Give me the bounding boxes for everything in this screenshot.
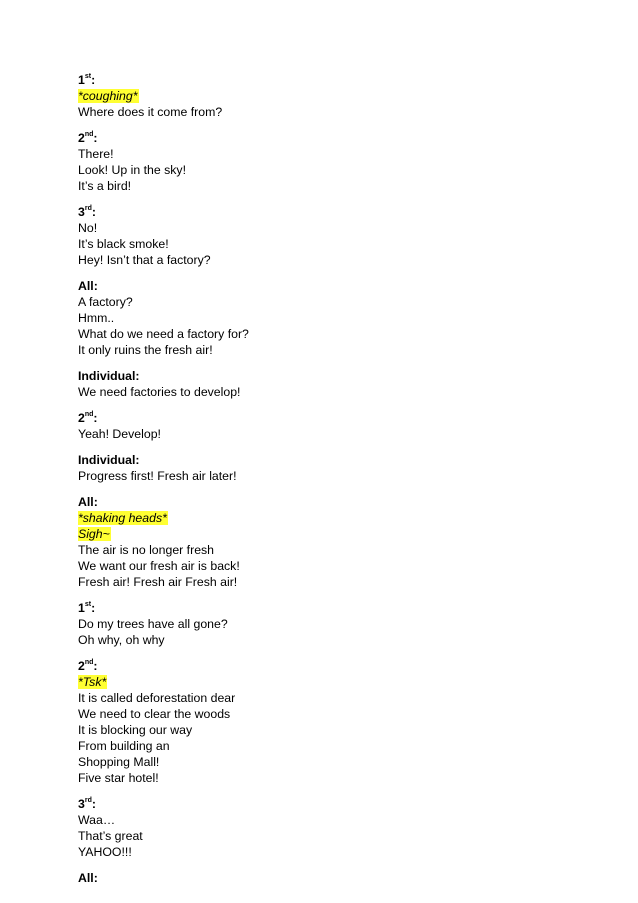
line-text: We need factories to develop!: [78, 385, 241, 399]
line-text: It’s black smoke!: [78, 237, 169, 251]
line-text: We need to clear the woods: [78, 707, 231, 721]
speaker-label: [78, 130, 578, 146]
speaker-name: 2: [78, 659, 85, 673]
speaker-name: All: [78, 495, 94, 509]
line-text: Where does it come from?: [78, 105, 223, 119]
speaker-name: Individual: [78, 453, 136, 467]
dialogue-line: [78, 690, 578, 706]
line-text: It’s a bird!: [78, 179, 132, 193]
dialogue-line: [78, 616, 578, 632]
dialogue-line: [78, 844, 578, 860]
dialogue-line: [78, 384, 578, 400]
line-text: Shopping Mall!: [78, 755, 160, 769]
speaker-ordinal-suffix: nd: [84, 411, 94, 419]
dialogue-line: [78, 220, 578, 236]
dialogue-line: [78, 828, 578, 844]
speaker-label: [78, 72, 578, 88]
dialogue-block: [78, 796, 578, 860]
dialogue-block: [78, 368, 578, 400]
speaker-colon: :: [91, 73, 96, 87]
script-page: [78, 72, 578, 896]
dialogue-line: [78, 542, 578, 558]
speaker-label: [78, 204, 578, 220]
dialogue-line: [78, 632, 578, 648]
line-text: It is blocking our way: [78, 723, 193, 737]
speaker-ordinal-suffix: st: [84, 73, 92, 81]
line-text: Oh why, oh why: [78, 633, 165, 647]
speaker-colon: :: [93, 411, 98, 425]
speaker-ordinal-suffix: rd: [84, 205, 92, 213]
dialogue-line: [78, 706, 578, 722]
highlighted-text: Sigh~: [78, 527, 110, 541]
speaker-ordinal-suffix: rd: [84, 797, 92, 805]
highlighted-text: *shaking heads*: [78, 511, 167, 525]
line-text: No!: [78, 221, 98, 235]
line-text: Hey! Isn’t that a factory?: [78, 253, 211, 267]
dialogue-line: [78, 294, 578, 310]
stage-direction-line: [78, 510, 578, 526]
speaker-label: [78, 368, 578, 384]
dialogue-block: [78, 204, 578, 268]
highlighted-text: *coughing*: [78, 89, 138, 103]
line-text: A factory?: [78, 295, 133, 309]
speaker-name: 1: [78, 73, 85, 87]
line-text: Look! Up in the sky!: [78, 163, 186, 177]
speaker-name: All: [78, 279, 94, 293]
dialogue-line: [78, 426, 578, 442]
dialogue-block: [78, 278, 578, 358]
speaker-ordinal-suffix: st: [84, 601, 92, 609]
dialogue-block: [78, 870, 578, 886]
speaker-colon: :: [93, 279, 98, 293]
stage-direction-line: [78, 88, 578, 104]
line-text: It is called deforestation dear: [78, 691, 236, 705]
line-text: That’s great: [78, 829, 143, 843]
speaker-colon: :: [91, 601, 96, 615]
dialogue-block: [78, 658, 578, 786]
line-text: Waa…: [78, 813, 116, 827]
dialogue-line: [78, 252, 578, 268]
dialogue-line: [78, 574, 578, 590]
highlighted-text: *Tsk*: [78, 675, 107, 689]
speaker-colon: :: [93, 871, 98, 885]
dialogue-block: [78, 130, 578, 194]
dialogue-line: [78, 310, 578, 326]
line-text: The air is no longer fresh: [78, 543, 215, 557]
speaker-colon: :: [91, 797, 96, 811]
speaker-label: [78, 494, 578, 510]
stage-direction-line: [78, 526, 578, 542]
dialogue-line: [78, 162, 578, 178]
line-text: It only ruins the fresh air!: [78, 343, 213, 357]
dialogue-line: [78, 178, 578, 194]
line-text: We want our fresh air is back!: [78, 559, 240, 573]
dialogue-line: [78, 236, 578, 252]
line-text: Progress first! Fresh air later!: [78, 469, 237, 483]
speaker-name: 3: [78, 797, 85, 811]
speaker-label: [78, 600, 578, 616]
speaker-ordinal-suffix: nd: [84, 659, 94, 667]
speaker-name: All: [78, 871, 94, 885]
dialogue-line: [78, 468, 578, 484]
line-text: There!: [78, 147, 114, 161]
dialogue-block: [78, 494, 578, 590]
dialogue-line: [78, 770, 578, 786]
speaker-colon: :: [93, 131, 98, 145]
dialogue-line: [78, 104, 578, 120]
speaker-name: 2: [78, 411, 85, 425]
speaker-colon: :: [135, 369, 140, 383]
speaker-label: [78, 796, 578, 812]
speaker-name: 1: [78, 601, 85, 615]
speaker-name: 3: [78, 205, 85, 219]
line-text: Hmm..: [78, 311, 115, 325]
dialogue-block: [78, 72, 578, 120]
speaker-name: 2: [78, 131, 85, 145]
stage-direction-line: [78, 674, 578, 690]
dialogue-block: [78, 452, 578, 484]
speaker-colon: :: [91, 205, 96, 219]
line-text: Five star hotel!: [78, 771, 159, 785]
dialogue-line: [78, 326, 578, 342]
line-text: Do my trees have all gone?: [78, 617, 228, 631]
line-text: Yeah! Develop!: [78, 427, 161, 441]
speaker-label: [78, 278, 578, 294]
dialogue-line: [78, 722, 578, 738]
speaker-name: Individual: [78, 369, 136, 383]
speaker-colon: :: [93, 659, 98, 673]
dialogue-line: [78, 812, 578, 828]
dialogue-line: [78, 146, 578, 162]
line-text: What do we need a factory for?: [78, 327, 249, 341]
line-text: YAHOO!!!: [78, 845, 132, 859]
dialogue-line: [78, 738, 578, 754]
speaker-label: [78, 870, 578, 886]
line-text: Fresh air! Fresh air Fresh air!: [78, 575, 238, 589]
dialogue-block: [78, 600, 578, 648]
speaker-label: [78, 410, 578, 426]
dialogue-line: [78, 342, 578, 358]
speaker-label: [78, 658, 578, 674]
speaker-label: [78, 452, 578, 468]
speaker-colon: :: [135, 453, 140, 467]
dialogue-line: [78, 754, 578, 770]
speaker-colon: :: [93, 495, 98, 509]
dialogue-line: [78, 558, 578, 574]
dialogue-block: [78, 410, 578, 442]
speaker-ordinal-suffix: nd: [84, 131, 94, 139]
line-text: From building an: [78, 739, 170, 753]
